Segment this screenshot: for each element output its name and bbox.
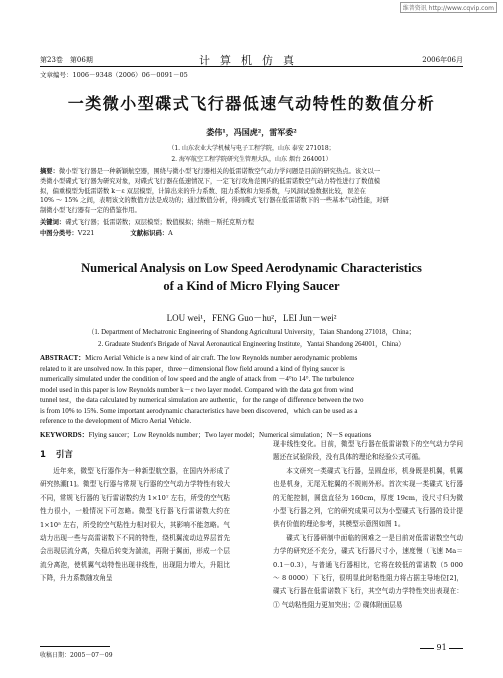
paragraph: 碟式飞行器研制中面临的困难之一是目前对低雷诺数空气动力学的研究还不充分，碟式飞行器尺寸小，速度慢（飞速 Ma＝0.1－0.3），与普通飞行器相比，它将在较低的雷诺数（5 000 ～ 8 0000）下飞行，很明显此时粘性阻力将占据主导地位[2]，碟式飞行器在低雷诺数下飞行，其空气动力学特性突出表现在：① 气动粘性阻力更加突出；② 碟体附面层易 xyxy=(273,533,463,609)
authors-en: LOU wei¹，FENG Guo－hu²，LEI Jun－wei² xyxy=(166,313,337,323)
title-cn: 一类微小型碟式飞行器低速气动特性的数值分析 xyxy=(67,94,436,113)
classification-cn xyxy=(40,228,173,237)
title-en-line-2: of a Kind of Micro Flying Saucer xyxy=(163,279,340,293)
header-volume: 第23卷 第06期 xyxy=(40,56,93,64)
abstract-cn-line: 微小型飞行器是一种新颖航空器，围绕与微小型飞行器相关的低雷诺数空气动力学问题是目前的研究热点。该文以一 xyxy=(58,168,381,175)
abstract-en-line: numerically simulated under the condition of low speed and the angle of attack from －4°to 14°. The turbulence xyxy=(40,375,355,383)
section-number: 1 xyxy=(40,450,46,460)
clc-value: V221 xyxy=(77,230,95,237)
abstract-en-line: model used in this paper is low Reynolds number k－ε two layer model. Compared with the data got from wind xyxy=(40,385,354,394)
abstract-en-line: is from 10% to 15%. Some important aerodynamic characteristics have been discovered，which can be used as a xyxy=(40,406,358,415)
header-rule xyxy=(40,66,463,67)
watermark: 维普资讯 http://www.cqvip.com xyxy=(400,2,497,13)
paragraph: 本文研究一类碟式飞行器，呈圆盘形，机身既是机翼，机翼也是机身，无尾无舵翼的不规则外形。首次实现一类碟式飞行器的无舵控制，圆盘直径为 160cm，厚度 19cm，没尺寸归为微小型飞行器之列，它的研究成果可以为小型碟式飞行器的设计提供有价值的理论参考，其模型示意图如图 1。 xyxy=(273,466,463,529)
keywords-cn xyxy=(40,217,254,226)
affiliation-cn-1: （1. 山东农业大学机械与电子工程学院，山东 泰安 271018； xyxy=(168,145,335,152)
keywords-cn-text: 碟式飞行器；低雷诺数；双层模型；数值模拟；纳维－斯托克斯方程 xyxy=(65,219,255,226)
abstract-cn-line: 制微小型飞行器有一定的借鉴作用。 xyxy=(40,207,141,215)
abstract-en-line: related to it are unsolved now. In this paper，three－dimensional flow field around a kind of flying saucer is xyxy=(40,364,345,373)
left-column xyxy=(40,465,230,586)
affiliation-en-1: （1. Department of Mechatronic Engineering of Shandong Agricultural University，Taian Shandong 271018，China； xyxy=(87,329,416,336)
doc-code-value: A xyxy=(168,230,173,237)
keywords-en-label: KEYWORDS： xyxy=(40,431,89,439)
clc-label: 中图分类号： xyxy=(40,230,78,237)
title-en-line-1: Numerical Analysis on Low Speed Aerodynamic Characteristics xyxy=(81,261,422,275)
footnote-rule xyxy=(40,646,110,647)
affiliation-en-2: 2. Graduate Student's Brigade of Naval Aeronautical Engineering Institute，Yantai Shandong 264001，China） xyxy=(98,341,405,348)
section-heading xyxy=(40,448,73,460)
received-date: 收稿日期：2005－07－09 xyxy=(40,652,113,659)
abstract-en-line: tunnel test，the data calculated by numerical simulation are authentic，for the range of difference between the two xyxy=(40,396,364,404)
abstract-en-line: reference to the development of Micro Aerial Vehicle. xyxy=(40,417,192,425)
abstract-en-label: ABSTRACT： xyxy=(40,354,86,362)
page-number-block xyxy=(420,643,463,652)
abstract-cn-line: 类微小型碟式飞行器为研究对象，对碟式飞行器在低速情况下，一定飞行攻角范围内的低雷诺数空气动力特性进行了数值模 xyxy=(40,177,381,185)
keywords-cn-label: 关键词： xyxy=(40,219,66,226)
doc-code-label: 文献标识码： xyxy=(130,230,169,237)
keywords-en-text: Flying saucer；Low Reynolds number；Two layer model；Numerical simulation；N－S equations xyxy=(88,431,372,439)
affiliation-cn-2: 2. 海军航空工程学院研究生管理大队，山东 烟台 264001） xyxy=(171,156,332,163)
abstract-cn-label: 摘要： xyxy=(40,168,59,175)
section-title: 引言 xyxy=(55,450,73,460)
header-journal: 计算机仿真 xyxy=(199,54,304,67)
article-number: 文章编号：1006－9348（2006）06－0091－05 xyxy=(40,71,188,79)
paragraph: 现非线性变化。目前，微型飞行器在低雷诺数下的空气动力学问题还在试验阶段，没有具体的理论和经验公式可循。 xyxy=(273,440,463,462)
abstract-en xyxy=(40,353,463,427)
paragraph: 近年来，微型飞行器作为一种新型航空器，在国内外形成了研究热潮[1]。微型飞行器与常规飞行器的空气动力学特性有较大不同，常规飞行器的飞行雷诺数约为 1×10⁷ 左右，所受的空气粘性力很小，一般情况下可忽略。微型飞行器飞行雷诺数大约在 1×10⁵ 左右，所受的空气粘性力相对很大，其影响不能忽略。气动力出现一些与高雷诺数下不同的特性，绕机翼流动边界层首先会出现层流分离，失稳后转变为湍流，再附于翼面，形成一个层流分离泡，使机翼气动特性出现非线性，出现阻力增大，升阻比下降，升力系数随攻角呈 xyxy=(40,467,230,583)
header-date: 2006年06月 xyxy=(422,56,463,64)
authors-cn: 娄伟¹，冯国虎²，雷军委² xyxy=(206,127,297,137)
running-header xyxy=(40,52,463,66)
abstract-cn-line: 拟，偏重模型为低雷诺数 k－ε 双层模型，计算出来的升力系数、阻力系数和力矩系数，与风洞试验数据比较，误差在 xyxy=(40,187,366,195)
right-column xyxy=(273,438,463,612)
abstract-cn xyxy=(40,167,463,216)
abstract-en-line: Micro Aerial Vehicle is a new kind of air craft. The low Reynolds number aerodynamic problems xyxy=(85,354,358,362)
page-number: 91 xyxy=(436,643,447,652)
abstract-cn-line: 10% ～ 15% 之间，表明该文的数值方法是成功的；通过数值分析，得到碟式飞行器在低雷诺数下的一些基本气动性能，对研 xyxy=(40,197,389,205)
